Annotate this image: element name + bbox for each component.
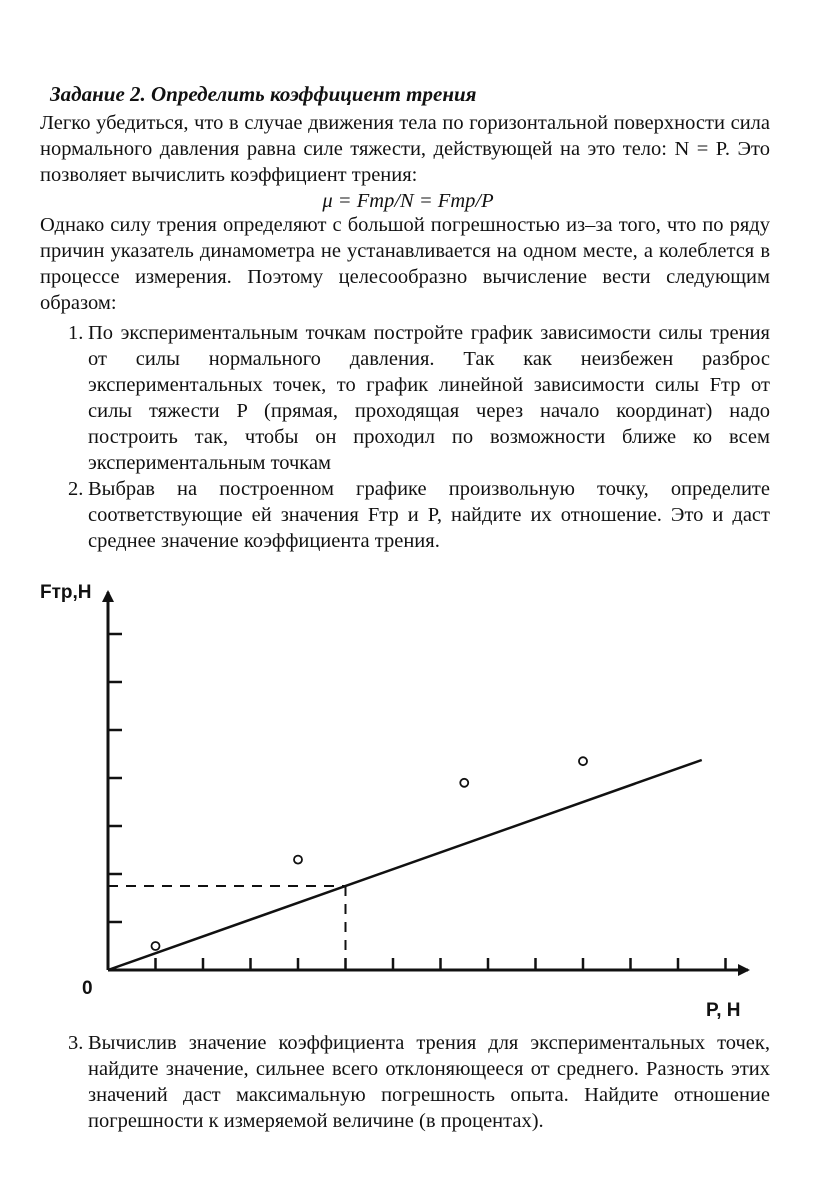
origin-label: 0 bbox=[82, 978, 93, 999]
step-text: Выбрав на построенном графике произвольную точку, определите соответствующие ей значения Fтр и P, найдите их отношение. Это и даст среднее значение коэффициента трения. bbox=[88, 478, 770, 552]
friction-graph bbox=[0, 570, 816, 1030]
formula: μ = Fтр/N = Fтр/P bbox=[322, 190, 494, 212]
task-heading: Задание 2. Определить коэффициент трения bbox=[50, 82, 477, 106]
step-number: 3. bbox=[68, 1032, 84, 1054]
y-axis-label: Fтр,Н bbox=[40, 582, 92, 603]
data-point bbox=[460, 779, 468, 787]
step-item-3 bbox=[40, 1030, 770, 1134]
step-text: По экспериментальным точкам постройте график зависимости силы трения от силы нормального давления. Так как неизбежен разброс экспериментальных точек, то график линейной зависимости силы Fтр от силы тяжести P (прямая, проходящая через начало координат) надо построить так, чтобы он проходил по возможности ближе ко всем экспериментальным точкам bbox=[88, 322, 770, 474]
data-point bbox=[294, 856, 302, 864]
step-number: 2. bbox=[68, 478, 84, 500]
step-item-1 bbox=[40, 320, 770, 476]
paragraph-2: Однако силу трения определяют с большой погрешностью из–за того, что по ряду причин указатель динамометра не устанавливается на одном месте, а колеблется в процессе измерения. Поэтому целесообразно вычисление вести следующим образом: bbox=[40, 214, 770, 314]
step-item-2 bbox=[40, 476, 770, 554]
steps-list bbox=[40, 320, 770, 554]
data-point bbox=[152, 942, 160, 950]
paragraph-1: Легко убедиться, что в случае движения тела по горизонтальной поверхности сила нормального давления равна силе тяжести, действующей на это тело: N = P. Это позволяет вычислить коэффициент трения: bbox=[40, 112, 770, 186]
step-number: 1. bbox=[68, 322, 84, 344]
x-axis-label: P, Н bbox=[706, 1000, 741, 1021]
fit-line bbox=[108, 760, 702, 970]
axis-ticks bbox=[108, 634, 726, 970]
data-point bbox=[579, 757, 587, 765]
data-points bbox=[152, 757, 588, 950]
step-text: Вычислив значение коэффициента трения для экспериментальных точек, найдите значение, сильнее всего отклоняющееся от среднего. Разность этих значений даст максимальную погрешность опыта. Найдите отношение погрешности к измеряемой величине (в процентах). bbox=[88, 1032, 770, 1132]
